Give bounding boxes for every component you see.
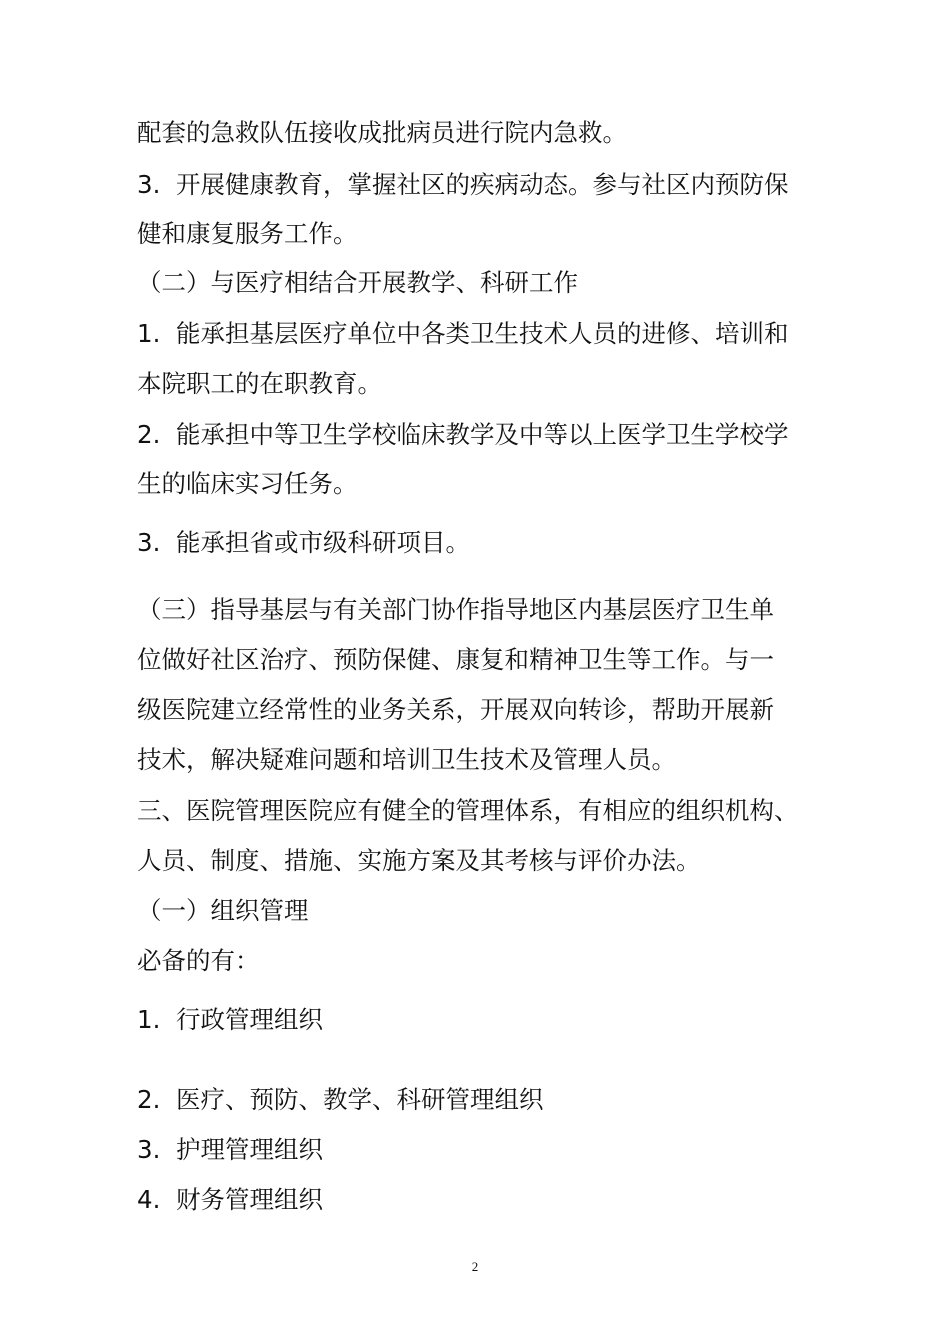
line-text: 开展健康教育，掌握社区的疾病动态。参与社区内预防保 — [176, 170, 789, 199]
body-line — [137, 368, 382, 400]
line-text: （二）与医疗相结合开展教学、科研工作 — [137, 268, 578, 297]
list-number: 2. — [137, 420, 161, 449]
list-item-line — [137, 1134, 323, 1166]
line-text: 健和康复服务工作。 — [137, 219, 358, 248]
section-heading — [137, 594, 774, 626]
line-text: 三、医院管理医院应有健全的管理体系，有相应的组织机构、 — [137, 796, 799, 825]
section-heading — [137, 267, 578, 299]
list-item-line — [137, 527, 470, 559]
line-text: 行政管理组织 — [176, 1005, 323, 1034]
line-text: 本院职工的在职教育。 — [137, 369, 382, 398]
line-text: 必备的有： — [137, 946, 260, 975]
list-number: 3. — [137, 1135, 161, 1164]
list-item-line — [137, 318, 789, 350]
line-text: （一）组织管理 — [137, 896, 309, 925]
body-line — [137, 845, 701, 877]
list-item-line — [137, 1084, 544, 1116]
line-text: 医疗、预防、教学、科研管理组织 — [176, 1085, 544, 1114]
body-line — [137, 218, 358, 250]
list-item-line — [137, 419, 789, 451]
line-text: 级医院建立经常性的业务关系，开展双向转诊，帮助开展新 — [137, 695, 774, 724]
list-number: 1. — [137, 319, 161, 348]
list-item-line — [137, 169, 789, 201]
body-line — [137, 945, 260, 977]
body-line — [137, 117, 627, 149]
list-item-line — [137, 1004, 323, 1036]
section-heading — [137, 895, 309, 927]
line-text: 人员、制度、措施、实施方案及其考核与评价办法。 — [137, 846, 701, 875]
line-text: 位做好社区治疗、预防保健、康复和精神卫生等工作。与一 — [137, 645, 774, 674]
line-text: 配套的急救队伍接收成批病员进行院内急救。 — [137, 118, 627, 147]
line-text: （三）指导基层与有关部门协作指导地区内基层医疗卫生单 — [137, 595, 774, 624]
body-line — [137, 694, 774, 726]
line-text: 生的临床实习任务。 — [137, 469, 358, 498]
list-number: 4. — [137, 1185, 161, 1214]
line-text: 能承担中等卫生学校临床教学及中等以上医学卫生学校学 — [176, 420, 789, 449]
list-number: 2. — [137, 1085, 161, 1114]
body-line — [137, 744, 676, 776]
list-item-line — [137, 1184, 323, 1216]
list-number: 3. — [137, 170, 161, 199]
line-text: 能承担基层医疗单位中各类卫生技术人员的进修、培训和 — [176, 319, 789, 348]
list-number: 3. — [137, 528, 161, 557]
line-text: 能承担省或市级科研项目。 — [176, 528, 470, 557]
page-number: 2 — [471, 1259, 479, 1274]
body-line — [137, 644, 774, 676]
list-number: 1. — [137, 1005, 161, 1034]
line-text: 护理管理组织 — [176, 1135, 323, 1164]
line-text: 财务管理组织 — [176, 1185, 323, 1214]
section-heading — [137, 795, 799, 827]
body-line — [137, 468, 358, 500]
line-text: 技术，解决疑难问题和培训卫生技术及管理人员。 — [137, 745, 676, 774]
